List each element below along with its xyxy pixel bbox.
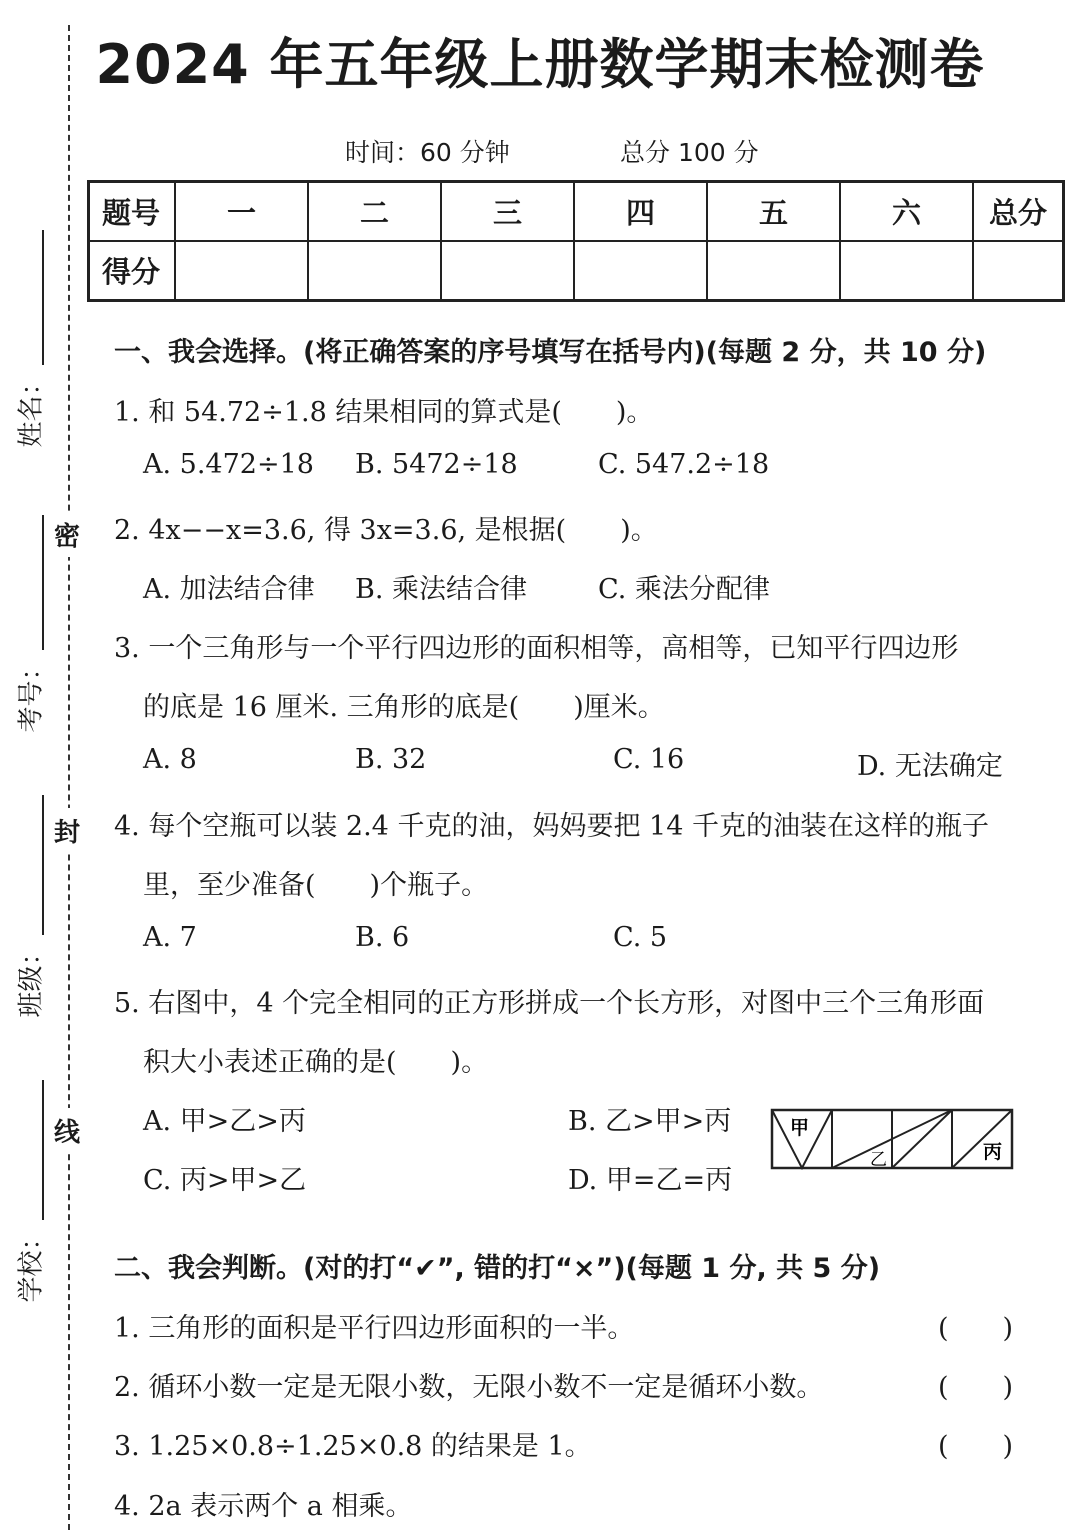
q5-option-c: C. 丙>甲>乙 [143,1165,307,1196]
score-table-score-row [89,241,1064,301]
figure-label-yi: 乙 [870,1150,887,1170]
q3-stem-line2: 的底是 16 厘米. 三角形的底是( )厘米。 [143,692,665,723]
q4-option-a: A. 7 [143,922,197,953]
total-info: 总分 100 分 [620,138,759,167]
score-header-cell: 题号 [89,182,176,242]
q4-option-b: B. 6 [355,922,410,953]
figure-label-bing: 丙 [983,1141,1003,1163]
judge-answer-paren-1[interactable]: ( ) [938,1313,1014,1344]
name-label: 姓名： [16,369,47,448]
judge-answer-paren-2[interactable]: ( ) [938,1372,1014,1403]
judge-item-4: 4. 2a 表示两个 a 相乘。 [114,1491,413,1522]
score-table [87,180,1065,302]
judge-item-1: 1. 三角形的面积是平行四边形面积的一半。 [114,1313,635,1344]
score-header-cell: 总分 [973,182,1064,242]
school-underline [42,1080,44,1220]
score-header-cell: 三 [441,182,574,242]
binding-dashed-line [68,25,70,1530]
q1-stem: 1. 和 54.72÷1.8 结果相同的算式是( )。 [114,397,654,428]
school-label: 学校： [16,1224,47,1303]
score-table-header-row [89,182,1064,242]
q5-stem-line2: 积大小表述正确的是( )。 [143,1047,489,1078]
page-title: 2024 年五年级上册数学期末检测卷 [95,33,985,96]
score-input-cell[interactable] [308,241,441,301]
time-info: 时间：60 分钟 [345,138,510,167]
q2-option-b: B. 乘法结合律 [355,574,528,605]
q1-option-c: C. 547.2÷18 [598,449,770,480]
q3-option-a: A. 8 [143,744,197,775]
section1-heading: 一、我会选择。(将正确答案的序号填写在括号内)(每题 2 分，共 10 分) [114,337,987,368]
score-header-cell: 六 [840,182,973,242]
score-header-cell: 五 [707,182,840,242]
figure-label-jia: 甲 [790,1117,810,1139]
score-row-label: 得分 [89,241,176,301]
score-input-cell[interactable] [840,241,973,301]
judge-answer-paren-3[interactable]: ( ) [938,1431,1014,1462]
q5-squares-figure [770,1108,1016,1170]
judge-item-2: 2. 循环小数一定是无限小数，无限小数不一定是循环小数。 [114,1372,824,1403]
score-input-cell[interactable] [973,241,1064,301]
score-input-cell[interactable] [574,241,707,301]
section2-heading: 二、我会判断。(对的打“✔”, 错的打“×”)(每题 1 分, 共 5 分) [114,1253,881,1284]
seal-char-feng: 封 [54,808,80,853]
name-underline [42,230,44,365]
q3-option-c: C. 16 [613,744,685,775]
score-header-cell: 四 [574,182,707,242]
q2-stem: 2. 4x−−x=3.6, 得 3x=3.6, 是根据( )。 [114,515,658,546]
q3-stem-line1: 3. 一个三角形与一个平行四边形的面积相等，高相等，已知平行四边形 [114,633,959,664]
q1-option-b: B. 5472÷18 [355,449,518,480]
exam-number-underline [42,515,44,650]
q4-option-c: C. 5 [613,922,668,953]
q4-stem-line1: 4. 每个空瓶可以装 2.4 千克的油，妈妈要把 14 千克的油装在这样的瓶子 [114,811,989,842]
score-header-cell: 二 [308,182,441,242]
q5-option-d: D. 甲=乙=丙 [568,1165,733,1196]
score-input-cell[interactable] [175,241,308,301]
q3-option-b: B. 32 [355,744,427,775]
q5-option-a: A. 甲>乙>丙 [143,1106,306,1137]
class-label: 班级： [16,939,47,1018]
class-underline [42,795,44,935]
seal-char-mi: 密 [54,512,80,557]
q1-option-a: A. 5.472÷18 [143,449,314,480]
q4-stem-line2: 里，至少准备( )个瓶子。 [143,870,489,901]
exam-number-label: 考号： [16,654,47,733]
q2-option-c: C. 乘法分配律 [598,574,770,605]
q5-stem-line1: 5. 右图中，4 个完全相同的正方形拼成一个长方形，对图中三个三角形面 [114,988,985,1019]
score-input-cell[interactable] [707,241,840,301]
q5-option-b: B. 乙>甲>丙 [568,1106,732,1137]
seal-char-xian: 线 [54,1108,80,1153]
q3-option-d: D. 无法确定 [857,751,1003,782]
judge-item-3: 3. 1.25×0.8÷1.25×0.8 的结果是 1。 [114,1431,592,1462]
score-input-cell[interactable] [441,241,574,301]
score-header-cell: 一 [175,182,308,242]
q2-option-a: A. 加法结合律 [143,574,315,605]
